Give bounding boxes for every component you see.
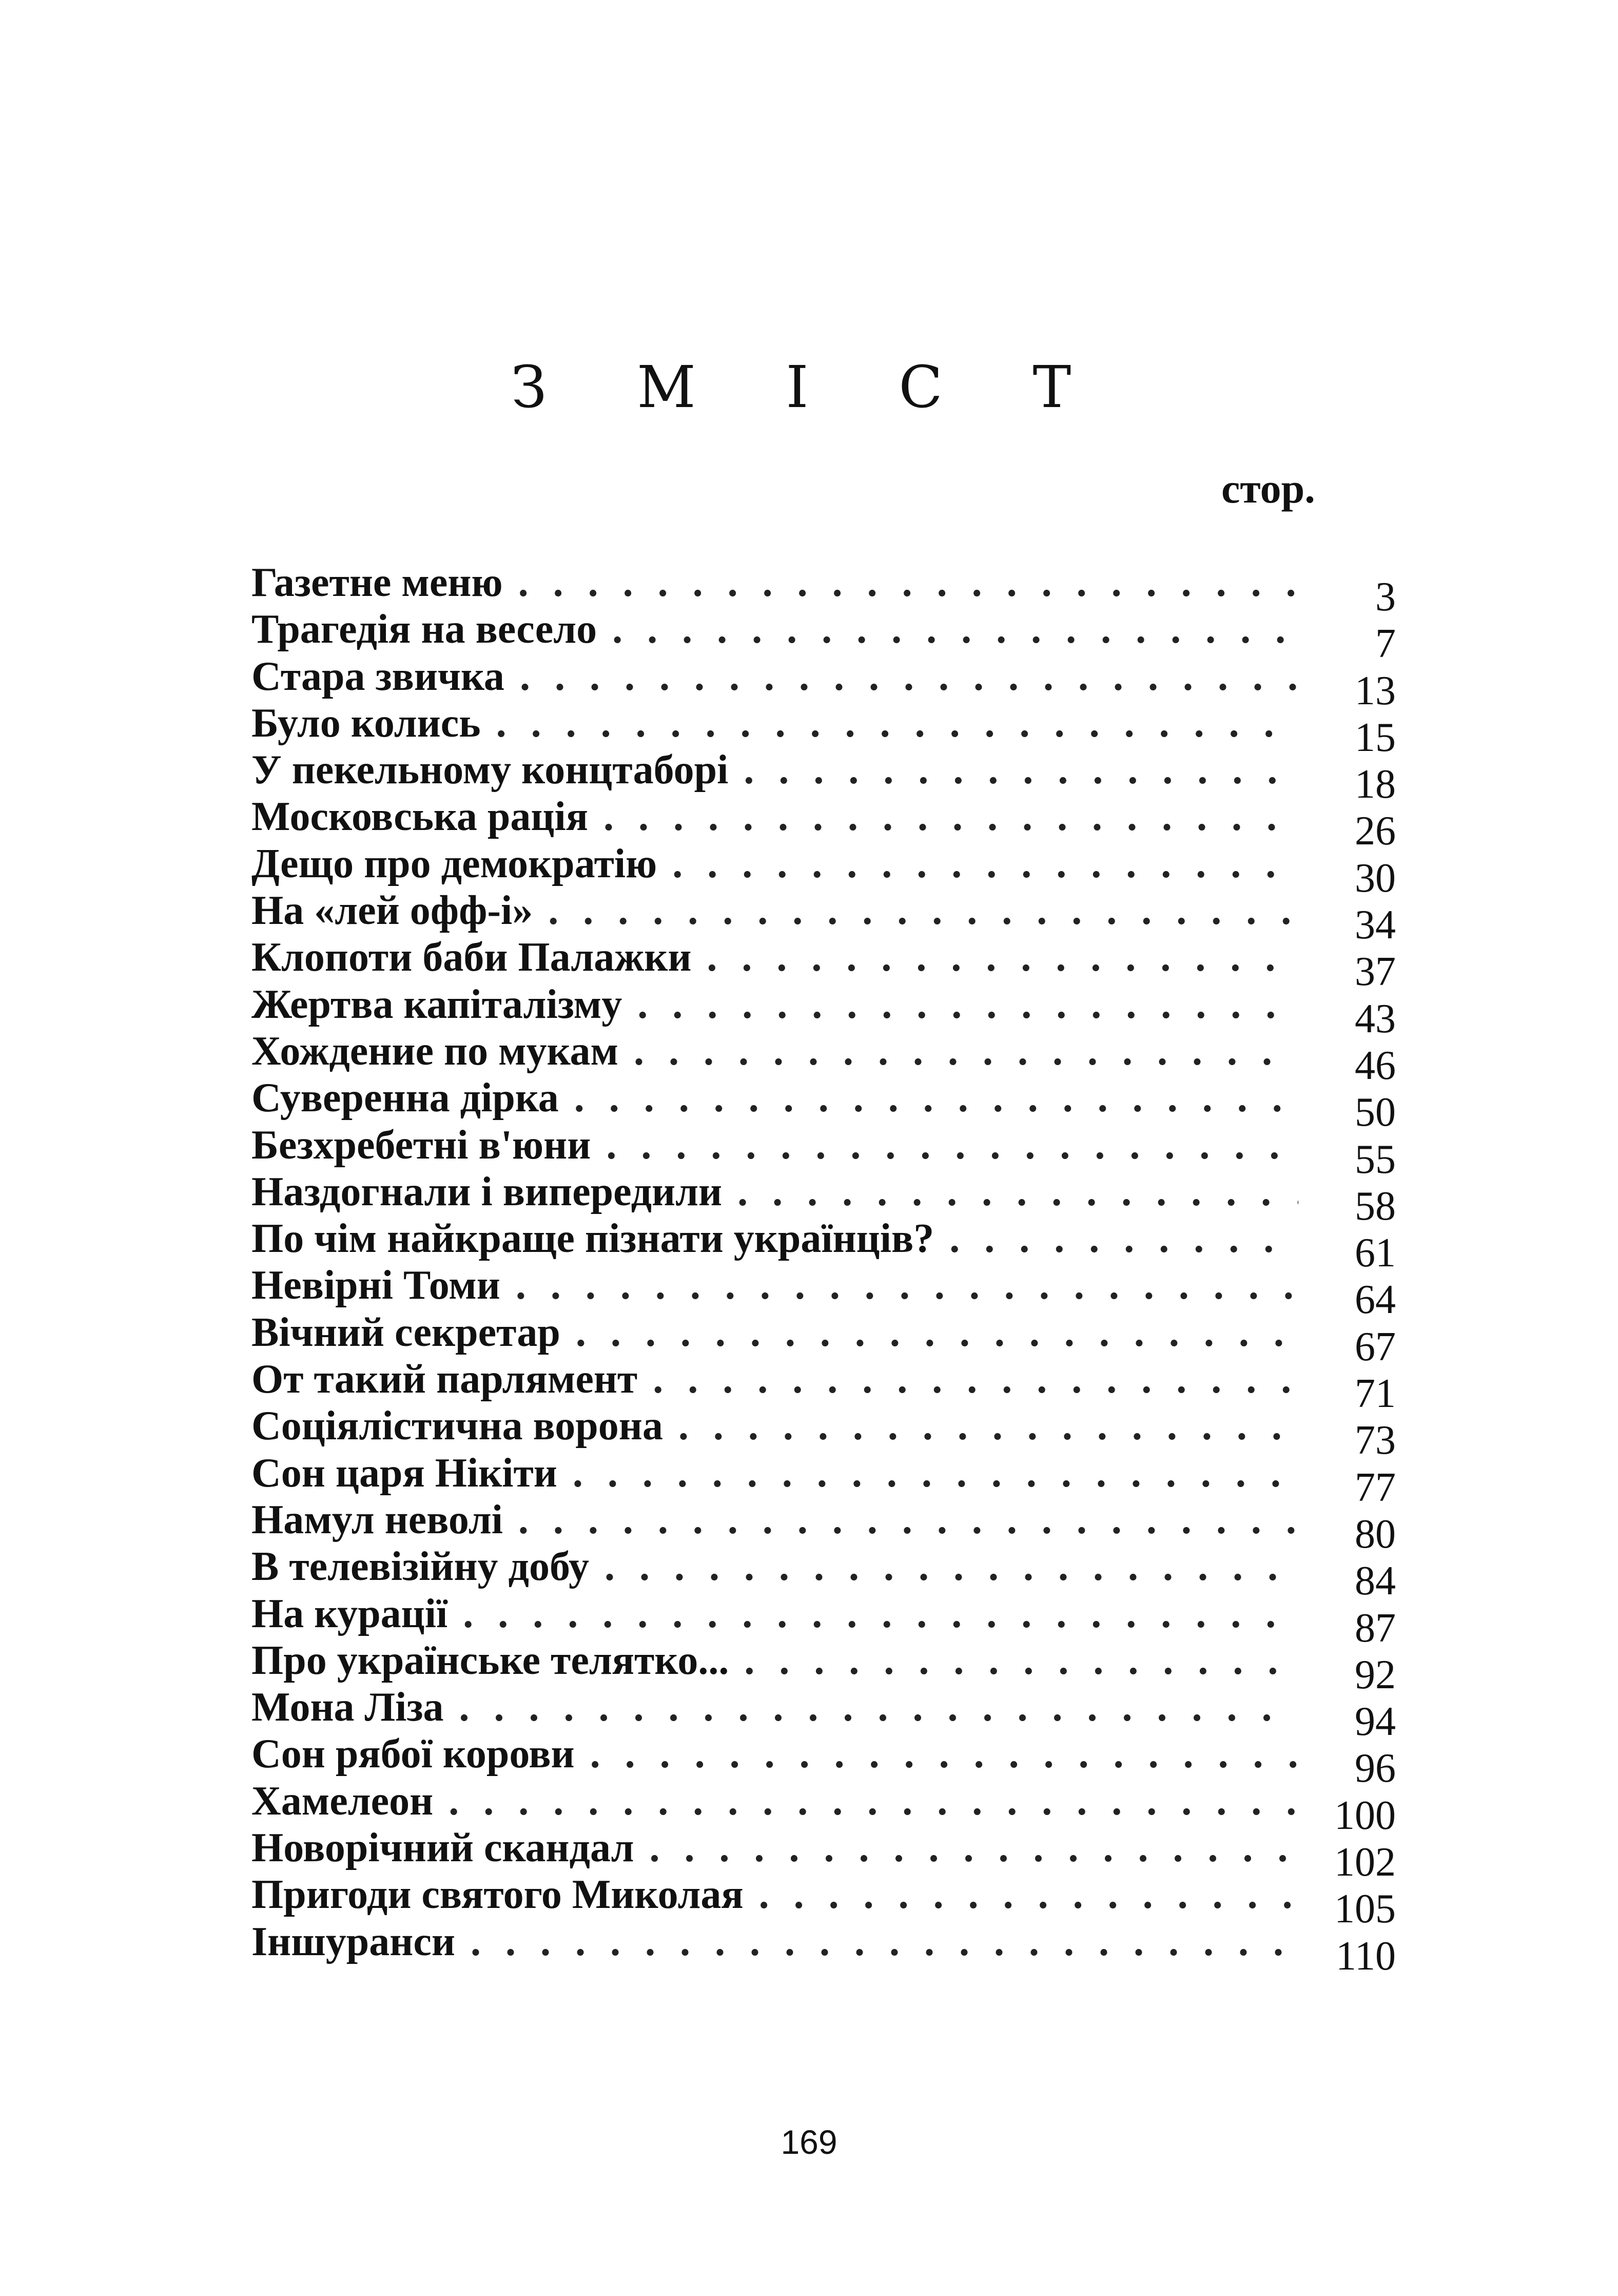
toc-entry-title: Про українське телятко... <box>251 1637 729 1683</box>
toc-entry-title: Московська рація <box>251 794 588 840</box>
toc-entry-page: 100 <box>1334 1792 1396 1838</box>
toc-entry-title: Клопоти баби Палажки <box>251 935 692 980</box>
page-column-header: стор. <box>1221 465 1315 512</box>
toc-entry-page: 43 <box>1355 996 1396 1041</box>
toc-entry <box>251 1778 1396 1838</box>
contents-heading: З М І С Т <box>511 354 1107 421</box>
dot-leader <box>516 1262 1298 1309</box>
toc-entry-title: В телевізійну добу <box>251 1544 589 1590</box>
dot-leader <box>949 1215 1298 1262</box>
dot-leader <box>548 887 1298 934</box>
dot-leader <box>603 794 1298 840</box>
toc-entry-page: 71 <box>1355 1371 1396 1417</box>
toc-entry-page: 37 <box>1355 949 1396 995</box>
toc-entry <box>251 1731 1396 1791</box>
toc-entry-title: Пригоди святого Миколая <box>251 1872 744 1918</box>
toc-entry-page: 84 <box>1355 1558 1396 1604</box>
dot-leader <box>459 1684 1298 1731</box>
toc-entry <box>251 887 1396 948</box>
toc-entry <box>251 1450 1396 1510</box>
toc-entry-page: 3 <box>1375 574 1396 620</box>
toc-entry <box>251 1215 1396 1276</box>
toc-entry-page: 15 <box>1355 715 1396 760</box>
toc-entry-title: По чім найкраще пізнати українців? <box>251 1216 934 1262</box>
toc-entry-title: Сон царя Нікіти <box>251 1450 557 1496</box>
toc-entry-page: 67 <box>1355 1324 1396 1369</box>
toc-entry <box>251 1028 1396 1088</box>
toc-entry-page: 58 <box>1355 1183 1396 1229</box>
toc-entry-page: 34 <box>1355 902 1396 948</box>
toc-entry-title: Соціялістична ворона <box>251 1403 663 1449</box>
dot-leader <box>637 981 1298 1028</box>
toc-entry <box>251 1684 1396 1745</box>
toc-entry <box>251 700 1396 760</box>
toc-entry <box>251 1309 1396 1369</box>
toc-entry-page: 87 <box>1355 1605 1396 1651</box>
dot-leader <box>678 1403 1298 1450</box>
dot-leader <box>518 1497 1298 1543</box>
dot-leader <box>576 1309 1298 1356</box>
toc-entry-page: 73 <box>1355 1418 1396 1463</box>
dot-leader <box>744 747 1298 794</box>
toc-entry <box>251 794 1396 854</box>
dot-leader <box>520 653 1298 700</box>
toc-entry-title: Хождение по мукам <box>251 1028 618 1074</box>
toc-entry-title: У пекельному концтаборі <box>251 747 729 793</box>
page-number: 169 <box>781 2123 837 2161</box>
dot-leader <box>707 934 1298 981</box>
toc-entry <box>251 1403 1396 1463</box>
toc-entry-title: Стара звичка <box>251 653 504 699</box>
toc-entry-page: 7 <box>1375 621 1396 667</box>
toc-entry-title: Було колись <box>251 700 481 746</box>
toc-entry-title: Мона Ліза <box>251 1685 444 1730</box>
toc-entry <box>251 1356 1396 1417</box>
dot-leader <box>590 1731 1298 1778</box>
toc-entry-title: Дещо про демократію <box>251 841 657 886</box>
toc-entry-title: Наздогнали і випередили <box>251 1169 723 1214</box>
toc-entry-title: Намул неволі <box>251 1497 503 1542</box>
toc-entry-title: Невірні Томи <box>251 1263 500 1308</box>
toc-entry <box>251 1169 1396 1229</box>
toc-entry <box>251 1075 1396 1135</box>
dot-leader <box>449 1778 1298 1825</box>
toc-entry-page: 30 <box>1355 855 1396 901</box>
toc-entry-page: 46 <box>1355 1043 1396 1088</box>
toc-entry-title: На курації <box>251 1591 448 1636</box>
toc-entry-title: Трагедія на весело <box>251 607 597 652</box>
dot-leader <box>518 559 1298 606</box>
toc-entry-page: 61 <box>1355 1230 1396 1276</box>
toc-entry-title: Хамелеон <box>251 1778 434 1824</box>
toc-entry <box>251 559 1396 620</box>
toc-entry <box>251 981 1396 1041</box>
toc-entry-page: 26 <box>1355 808 1396 854</box>
toc-entry-page: 64 <box>1355 1277 1396 1323</box>
toc-entry-page: 110 <box>1335 1933 1396 1979</box>
toc-entry-page: 105 <box>1334 1886 1396 1932</box>
table-of-contents <box>251 559 1396 1979</box>
dot-leader <box>471 1919 1298 1965</box>
toc-entry-page: 92 <box>1355 1652 1396 1697</box>
toc-entry-page: 102 <box>1334 1840 1396 1885</box>
toc-entry <box>251 1262 1396 1323</box>
dot-leader <box>759 1871 1298 1918</box>
toc-entry-title: Безхребетні в'юни <box>251 1122 591 1168</box>
toc-entry <box>251 1543 1396 1604</box>
dot-leader <box>650 1825 1298 1871</box>
toc-entry <box>251 1637 1396 1697</box>
toc-entry-page: 96 <box>1355 1746 1396 1791</box>
toc-entry-page: 18 <box>1355 762 1396 807</box>
toc-entry <box>251 747 1396 807</box>
toc-entry-page: 80 <box>1355 1511 1396 1557</box>
dot-leader <box>605 1543 1298 1590</box>
dot-leader <box>672 841 1298 887</box>
toc-entry <box>251 1825 1396 1885</box>
toc-entry-title: Вічний секретар <box>251 1309 560 1355</box>
toc-entry-page: 94 <box>1355 1699 1396 1745</box>
toc-entry <box>251 653 1396 713</box>
toc-entry-title: Іншуранси <box>251 1919 455 1964</box>
toc-entry-title: От такий парлямент <box>251 1357 638 1402</box>
toc-entry-title: Новорічний скандал <box>251 1825 634 1871</box>
dot-leader <box>737 1169 1298 1215</box>
toc-entry <box>251 1122 1396 1182</box>
dot-leader <box>496 700 1298 747</box>
toc-entry <box>251 1871 1396 1932</box>
toc-entry <box>251 1591 1396 1651</box>
dot-leader <box>653 1356 1298 1403</box>
toc-entry <box>251 1497 1396 1557</box>
dot-leader <box>744 1637 1298 1684</box>
dot-leader <box>574 1075 1298 1122</box>
toc-entry-page: 13 <box>1355 668 1396 713</box>
toc-entry <box>251 1919 1396 1979</box>
dot-leader <box>634 1028 1298 1075</box>
toc-entry-page: 77 <box>1355 1464 1396 1510</box>
toc-entry <box>251 934 1396 995</box>
toc-entry-title: Жертва капіталізму <box>251 981 622 1027</box>
toc-entry-title: На «лей офф-і» <box>251 888 533 934</box>
dot-leader <box>612 606 1298 653</box>
dot-leader <box>463 1591 1298 1637</box>
dot-leader <box>573 1450 1298 1497</box>
toc-entry <box>251 841 1396 901</box>
toc-entry-title: Суверенна дірка <box>251 1075 559 1121</box>
toc-entry-page: 50 <box>1355 1090 1396 1135</box>
toc-entry-title: Газетне меню <box>251 560 503 605</box>
toc-entry <box>251 606 1396 667</box>
dot-leader <box>606 1122 1298 1169</box>
toc-entry-title: Сон рябої корови <box>251 1731 575 1777</box>
toc-entry-page: 55 <box>1355 1136 1396 1182</box>
